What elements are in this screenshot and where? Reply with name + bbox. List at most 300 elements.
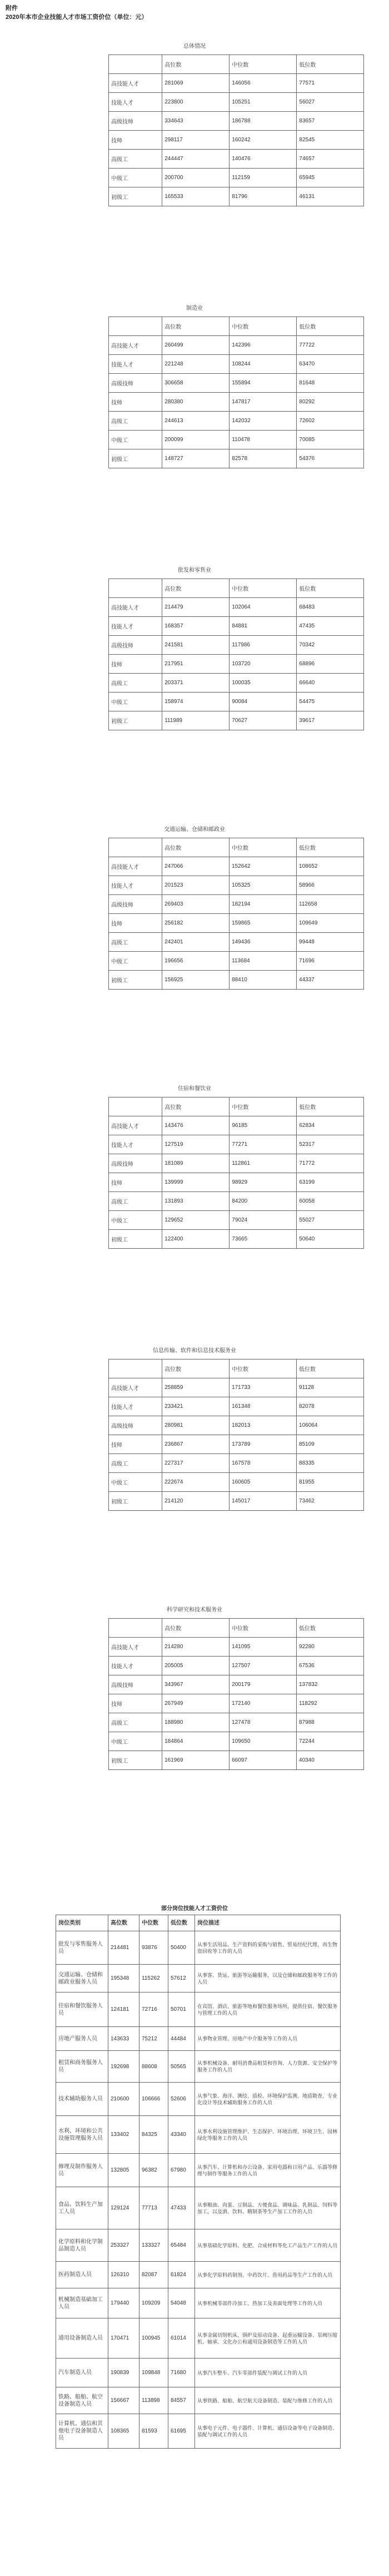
value-cell: 58966 [297, 876, 364, 895]
table-row [56, 2359, 341, 2387]
value-cell: 173789 [230, 1435, 297, 1454]
value-cell: 221248 [162, 355, 230, 374]
value-cell: 66097 [230, 1751, 297, 1770]
value-cell: 88410 [230, 971, 297, 990]
value-cell: 71680 [168, 2359, 195, 2387]
occupation-description: 在宾馆、酒店、旅游等地和餐饮服务场所，提供住宿、餐饮服务与管理工作的人员 [195, 1992, 341, 2027]
value-cell: 47433 [168, 2187, 195, 2229]
row-label: 中级工 [109, 431, 162, 449]
table-row [109, 1397, 364, 1416]
value-cell: 82545 [297, 131, 364, 150]
value-cell: 112159 [230, 169, 297, 187]
value-cell: 71772 [297, 1154, 364, 1173]
table-row [109, 598, 364, 617]
value-cell: 127507 [230, 1657, 297, 1675]
column-header: 高位数 [162, 838, 230, 857]
value-cell: 85109 [297, 1435, 364, 1454]
value-cell: 77571 [297, 74, 364, 93]
table-row [109, 1454, 364, 1473]
column-header: 中位数 [230, 579, 297, 598]
value-cell: 71696 [297, 952, 364, 971]
row-label: 高技能人才 [109, 336, 162, 355]
value-cell: 267949 [162, 1694, 230, 1713]
value-cell: 140476 [230, 150, 297, 169]
value-cell: 110478 [230, 431, 297, 449]
table-row [109, 1135, 364, 1154]
row-label: 技能人才 [109, 876, 162, 895]
value-cell: 52317 [297, 1135, 364, 1154]
table-row [56, 2414, 341, 2449]
table-row [109, 131, 364, 150]
value-cell: 54376 [297, 449, 364, 468]
row-label: 高技能人才 [109, 857, 162, 876]
value-cell: 298117 [162, 131, 230, 150]
column-header: 高位数 [108, 1915, 139, 1931]
value-cell: 306658 [162, 374, 230, 393]
salary-table [108, 1097, 364, 1249]
value-cell: 50565 [168, 2051, 195, 2083]
value-cell: 171733 [230, 1378, 297, 1397]
column-header: 中位数 [230, 55, 297, 74]
value-cell: 72716 [139, 1992, 168, 2027]
column-header: 低位数 [297, 1097, 364, 1116]
value-cell: 43340 [168, 2116, 195, 2154]
row-label: 高技能人才 [109, 1116, 162, 1135]
table-row [109, 336, 364, 355]
table-row [109, 1751, 364, 1770]
table-row [56, 2027, 341, 2051]
table-row [109, 1657, 364, 1675]
column-header [109, 838, 162, 857]
row-label: 高技能人才 [109, 1638, 162, 1657]
column-header [109, 317, 162, 336]
row-label: 技师 [109, 655, 162, 674]
section-title: 科学研究和技术服务业 [167, 1607, 222, 1613]
table-row [109, 374, 364, 393]
value-cell: 129124 [108, 2187, 139, 2229]
salary-table-header [109, 579, 364, 598]
value-cell: 72602 [297, 412, 364, 431]
value-cell: 54048 [168, 2288, 195, 2318]
value-cell: 109848 [139, 2359, 168, 2387]
row-label: 高级技师 [109, 1675, 162, 1694]
column-header: 中位数 [230, 1359, 297, 1378]
table-row [109, 876, 364, 895]
value-cell: 160242 [230, 131, 297, 150]
value-cell: 83657 [297, 112, 364, 131]
value-cell: 77722 [297, 336, 364, 355]
table-row [109, 112, 364, 131]
row-label: 高技能人才 [109, 74, 162, 93]
occupation-name: 房地产服务人员 [56, 2027, 108, 2051]
row-label: 技能人才 [109, 1397, 162, 1416]
column-header: 高位数 [162, 1359, 230, 1378]
section-title: 总体情况 [183, 43, 206, 50]
value-cell: 143633 [108, 2027, 139, 2051]
column-header: 高位数 [162, 55, 230, 74]
occupation-name: 租赁和商务服务人员 [56, 2051, 108, 2083]
value-cell: 147817 [230, 393, 297, 412]
value-cell: 84557 [168, 2387, 195, 2414]
value-cell: 133402 [108, 2116, 139, 2154]
value-cell: 131893 [162, 1192, 230, 1211]
table-row [109, 150, 364, 169]
column-header [109, 579, 162, 598]
value-cell: 72244 [297, 1732, 364, 1751]
value-cell: 75212 [139, 2027, 168, 2051]
value-cell: 247066 [162, 857, 230, 876]
value-cell: 142396 [230, 336, 297, 355]
occupation-description: 从事机械设备、耐用消费品租赁和咨询、人力资源、安全保护等服务工作的人员 [195, 2051, 341, 2083]
table-row [109, 1638, 364, 1657]
salary-table [108, 55, 364, 206]
table-row [56, 2262, 341, 2288]
table-row [56, 2083, 341, 2116]
value-cell: 188980 [162, 1713, 230, 1732]
value-cell: 195348 [108, 1965, 139, 1992]
occupation-description: 从事气象、海洋、测绘、质检、环境保护监测、地质勘查、专业化设计等技术辅助服务工作的人员 [195, 2083, 341, 2116]
value-cell: 132805 [108, 2154, 139, 2187]
value-cell: 155894 [230, 374, 297, 393]
value-cell: 203371 [162, 674, 230, 693]
salary-table-header [109, 838, 364, 857]
value-cell: 55027 [297, 1211, 364, 1230]
salary-table [108, 317, 364, 468]
value-cell: 244447 [162, 150, 230, 169]
table-row [109, 355, 364, 374]
row-label: 高级工 [109, 1454, 162, 1473]
value-cell: 106064 [297, 1416, 364, 1435]
value-cell: 100035 [230, 674, 297, 693]
table-row [109, 693, 364, 711]
value-cell: 179440 [108, 2288, 139, 2318]
table-row [109, 1473, 364, 1492]
value-cell: 66640 [297, 674, 364, 693]
value-cell: 115262 [139, 1965, 168, 1992]
row-label: 技师 [109, 1173, 162, 1192]
value-cell: 82578 [230, 449, 297, 468]
value-cell: 205005 [162, 1657, 230, 1675]
table-row [109, 1435, 364, 1454]
table-row [56, 1965, 341, 1992]
occupation-name: 化学原料和化学制品制造人员 [56, 2229, 108, 2262]
salary-table-header [109, 1097, 364, 1116]
section-title: 信息传输、软件和信息技术服务业 [153, 1348, 236, 1354]
value-cell: 241581 [162, 636, 230, 655]
row-label: 高技能人才 [109, 1378, 162, 1397]
table-row [109, 1211, 364, 1230]
table-row [109, 1732, 364, 1751]
table-row [109, 895, 364, 914]
value-cell: 158974 [162, 693, 230, 711]
value-cell: 156667 [108, 2387, 139, 2414]
value-cell: 280981 [162, 1416, 230, 1435]
value-cell: 108365 [108, 2414, 139, 2449]
row-label: 技能人才 [109, 93, 162, 112]
table-row [56, 2187, 341, 2229]
value-cell: 113898 [139, 2387, 168, 2414]
row-label: 高级技师 [109, 1416, 162, 1435]
table-row [109, 1675, 364, 1694]
value-cell: 190839 [108, 2359, 139, 2387]
salary-table-header [109, 1619, 364, 1638]
value-cell: 47435 [297, 617, 364, 636]
value-cell: 84881 [230, 617, 297, 636]
table-row [109, 857, 364, 876]
table-row [109, 449, 364, 468]
row-label: 高级技师 [109, 1154, 162, 1173]
value-cell: 70085 [297, 431, 364, 449]
value-cell: 96382 [139, 2154, 168, 2187]
row-label: 技能人才 [109, 617, 162, 636]
value-cell: 77271 [230, 1135, 297, 1154]
row-label: 高技能人才 [109, 598, 162, 617]
value-cell: 50400 [168, 1931, 195, 1965]
value-cell: 117986 [230, 636, 297, 655]
value-cell: 39617 [297, 711, 364, 730]
table-row [109, 914, 364, 933]
value-cell: 160605 [230, 1473, 297, 1492]
value-cell: 222674 [162, 1473, 230, 1492]
value-cell: 244613 [162, 412, 230, 431]
occupation-name: 水利、环境和公共设施管理服务人员 [56, 2116, 108, 2154]
occupation-table-title: 部分岗位技能人才工资价位 [161, 1906, 228, 1912]
table-row [56, 1992, 341, 2027]
column-header [109, 55, 162, 74]
value-cell: 126310 [108, 2262, 139, 2288]
value-cell: 281069 [162, 74, 230, 93]
value-cell: 63199 [297, 1173, 364, 1192]
value-cell: 133327 [139, 2229, 168, 2262]
value-cell: 161348 [230, 1397, 297, 1416]
column-header: 高位数 [162, 1619, 230, 1638]
value-cell: 127519 [162, 1135, 230, 1154]
occupation-name: 计算机、通信和其他电子设备制造人员 [56, 2414, 108, 2449]
value-cell: 68896 [297, 655, 364, 674]
value-cell: 109650 [230, 1732, 297, 1751]
column-header: 中位数 [230, 317, 297, 336]
table-row [56, 1931, 341, 1965]
table-row [109, 169, 364, 187]
value-cell: 129652 [162, 1211, 230, 1230]
occupation-description: 从事粮油、肉蛋、豆制品、方便食品、调味品、乳制品、饲料等加工，以及酒、饮料、精制茶等生产加工工作的人员 [195, 2187, 341, 2229]
row-label: 中级工 [109, 1211, 162, 1230]
table-row [109, 617, 364, 636]
occupation-description: 从事生活用品、生产资料的采购与销售、贸易经纪代理、再生物资回收等工作的人员 [195, 1931, 341, 1965]
value-cell: 103720 [230, 655, 297, 674]
value-cell: 68483 [297, 598, 364, 617]
value-cell: 91128 [297, 1378, 364, 1397]
value-cell: 73665 [230, 1230, 297, 1249]
value-cell: 44337 [297, 971, 364, 990]
value-cell: 105251 [230, 93, 297, 112]
value-cell: 253327 [108, 2229, 139, 2262]
value-cell: 148727 [162, 449, 230, 468]
table-row [109, 1192, 364, 1211]
occupation-description: 从事机械零部件冷加工、热加工及表面处理等工作的人员 [195, 2288, 341, 2318]
row-label: 高级工 [109, 150, 162, 169]
value-cell: 112658 [297, 895, 364, 914]
row-label: 高级工 [109, 933, 162, 952]
value-cell: 214120 [162, 1492, 230, 1511]
value-cell: 242401 [162, 933, 230, 952]
value-cell: 61695 [168, 2414, 195, 2449]
occupation-name: 住宿和餐饮服务人员 [56, 1992, 108, 2027]
column-header: 中位数 [230, 838, 297, 857]
value-cell: 141095 [230, 1638, 297, 1657]
table-row [109, 933, 364, 952]
value-cell: 65484 [168, 2229, 195, 2262]
value-cell: 217951 [162, 655, 230, 674]
row-label: 初级工 [109, 971, 162, 990]
column-header: 中位数 [230, 1619, 297, 1638]
value-cell: 124181 [108, 1992, 139, 2027]
column-header: 低位数 [297, 1619, 364, 1638]
salary-table-header [109, 1359, 364, 1378]
column-header: 中位数 [230, 1097, 297, 1116]
column-header: 低位数 [297, 1359, 364, 1378]
row-label: 中级工 [109, 1732, 162, 1751]
table-row [109, 431, 364, 449]
row-label: 技能人才 [109, 1657, 162, 1675]
value-cell: 201523 [162, 876, 230, 895]
row-label: 高级技师 [109, 374, 162, 393]
value-cell: 82087 [139, 2262, 168, 2288]
value-cell: 152642 [230, 857, 297, 876]
table-row [56, 2154, 341, 2187]
occupation-description: 从事基础化学原料、化肥、合成材料等化工产品生产工作的人员 [195, 2229, 341, 2262]
column-header: 低位数 [297, 55, 364, 74]
value-cell: 127478 [230, 1713, 297, 1732]
occupation-description: 从事物业管理、房地产中介服务等工作的人员 [195, 2027, 341, 2051]
value-cell: 182013 [230, 1416, 297, 1435]
table-row [109, 971, 364, 990]
occupation-description: 从事汽车整车、汽车零部件装配与调试工作的人员 [195, 2359, 341, 2387]
occupation-wage-table [56, 1915, 341, 2449]
value-cell: 100945 [139, 2318, 168, 2359]
table-row [109, 1416, 364, 1435]
row-label: 技师 [109, 1435, 162, 1454]
table-row [109, 655, 364, 674]
value-cell: 172140 [230, 1694, 297, 1713]
value-cell: 81955 [297, 1473, 364, 1492]
table-row [56, 2116, 341, 2154]
value-cell: 88335 [297, 1454, 364, 1473]
value-cell: 74657 [297, 150, 364, 169]
row-label: 高级工 [109, 674, 162, 693]
column-header: 低位数 [297, 579, 364, 598]
row-label: 技师 [109, 131, 162, 150]
column-header [109, 1619, 162, 1638]
value-cell: 62834 [297, 1116, 364, 1135]
row-label: 初级工 [109, 1230, 162, 1249]
value-cell: 200099 [162, 431, 230, 449]
value-cell: 334643 [162, 112, 230, 131]
value-cell: 210600 [108, 2083, 139, 2116]
value-cell: 108244 [230, 355, 297, 374]
value-cell: 102064 [230, 598, 297, 617]
value-cell: 77713 [139, 2187, 168, 2229]
value-cell: 82078 [297, 1397, 364, 1416]
table-row [109, 952, 364, 971]
value-cell: 111989 [162, 711, 230, 730]
value-cell: 50640 [297, 1230, 364, 1249]
value-cell: 98929 [230, 1173, 297, 1192]
salary-table [108, 579, 364, 730]
column-header: 低位数 [297, 838, 364, 857]
value-cell: 52606 [168, 2083, 195, 2116]
value-cell: 80292 [297, 393, 364, 412]
occupation-description: 从事金属切削机床、锅炉及原动设备、起重运输设备、泵阀压缩机、轴承、文化办公和通用设备制造等工作的人员 [195, 2318, 341, 2359]
occupation-name: 批发与零售服务人员 [56, 1931, 108, 1965]
row-label: 技师 [109, 914, 162, 933]
section-title: 制造业 [186, 305, 203, 312]
column-header: 高位数 [162, 317, 230, 336]
value-cell: 186788 [230, 112, 297, 131]
value-cell: 156925 [162, 971, 230, 990]
value-cell: 223800 [162, 93, 230, 112]
value-cell: 44484 [168, 2027, 195, 2051]
table-row [109, 1713, 364, 1732]
table-row [109, 1378, 364, 1397]
value-cell: 70342 [297, 636, 364, 655]
value-cell: 139999 [162, 1173, 230, 1192]
value-cell: 181089 [162, 1154, 230, 1173]
value-cell: 280380 [162, 393, 230, 412]
table-row [109, 393, 364, 412]
value-cell: 122400 [162, 1230, 230, 1249]
value-cell: 200700 [162, 169, 230, 187]
value-cell: 109209 [139, 2288, 168, 2318]
salary-table [108, 838, 364, 990]
row-label: 技师 [109, 393, 162, 412]
value-cell: 146056 [230, 74, 297, 93]
row-label: 高级技师 [109, 636, 162, 655]
column-header: 低位数 [168, 1915, 195, 1931]
column-header: 岗位类别 [56, 1915, 108, 1931]
value-cell: 200179 [230, 1675, 297, 1694]
salary-table-header [109, 55, 364, 74]
table-row [109, 636, 364, 655]
value-cell: 56027 [297, 93, 364, 112]
occupation-name: 技术辅助服务人员 [56, 2083, 108, 2116]
occupation-name: 医药制造人员 [56, 2262, 108, 2288]
value-cell: 61014 [168, 2318, 195, 2359]
column-header: 高位数 [162, 1097, 230, 1116]
occupation-description: 从事化学原料药制剂、中药饮片、兽用药品等生产工作的人员 [195, 2262, 341, 2288]
row-label: 中级工 [109, 169, 162, 187]
value-cell: 79024 [230, 1211, 297, 1230]
table-row [109, 74, 364, 93]
occupation-name: 通用设备制造人员 [56, 2318, 108, 2359]
value-cell: 343967 [162, 1675, 230, 1694]
value-cell: 142032 [230, 412, 297, 431]
row-label: 高级工 [109, 412, 162, 431]
value-cell: 67980 [168, 2154, 195, 2187]
column-header: 低位数 [297, 317, 364, 336]
value-cell: 233421 [162, 1397, 230, 1416]
table-row [109, 711, 364, 730]
value-cell: 112861 [230, 1154, 297, 1173]
occupation-table-header [56, 1915, 341, 1931]
occupation-name: 交通运输、仓储和邮政业服务人员 [56, 1965, 108, 1992]
occupation-description: 从事客、货运、旅游等运输服务，以及仓储和邮政服务等工作的人员 [195, 1965, 341, 1992]
value-cell: 65945 [297, 169, 364, 187]
value-cell: 61824 [168, 2262, 195, 2288]
salary-table-header [109, 317, 364, 336]
table-row [56, 2288, 341, 2318]
value-cell: 269403 [162, 895, 230, 914]
